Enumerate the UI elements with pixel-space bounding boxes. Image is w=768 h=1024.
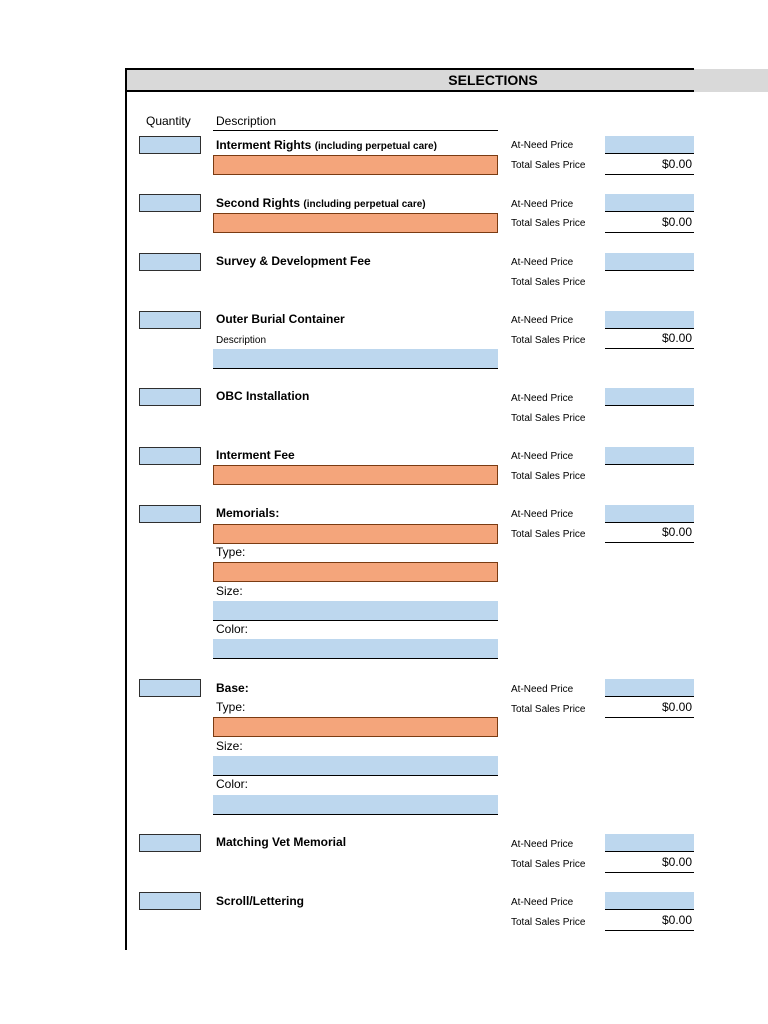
at-need-price-input-memorials[interactable] [605,505,694,523]
total-underline [605,717,694,718]
base-color-label: Color: [216,777,249,791]
base-size-field[interactable] [213,756,498,776]
base-type-field[interactable] [213,717,498,737]
item-title-outer-burial-container: Outer Burial Container [216,312,345,326]
at-need-price-input-obc[interactable] [605,311,694,329]
base-type-label: Type: [216,700,246,714]
total-sales-price-value: $0.00 [661,331,692,345]
at-need-price-input-survey-fee[interactable] [605,253,694,271]
memorials-color-field[interactable] [213,639,498,659]
base-color-field[interactable] [213,795,498,815]
item-title-interment-rights [216,138,437,152]
at-need-price-input-scroll-lettering[interactable] [605,892,694,910]
total-underline [605,872,694,873]
total-sales-price-label: Total Sales Price [511,160,586,171]
quantity-input-interment-fee[interactable] [139,447,201,465]
total-sales-price-label: Total Sales Price [511,277,586,288]
description-header-underline [213,130,498,131]
total-underline [605,174,694,175]
at-need-price-label: At-Need Price [511,684,574,695]
at-need-price-input-interment-rights[interactable] [605,136,694,154]
total-sales-price-value: $0.00 [661,700,692,714]
item-title-base: Base: [216,681,249,695]
total-sales-price-value: $0.00 [661,215,692,229]
at-need-price-input-interment-fee[interactable] [605,447,694,465]
item-title-memorials: Memorials: [216,506,280,520]
total-sales-price-label: Total Sales Price [511,917,586,928]
total-sales-price-label: Total Sales Price [511,704,586,715]
total-sales-price-value: $0.00 [661,913,692,927]
at-need-price-input-base[interactable] [605,679,694,697]
at-need-price-input-second-rights[interactable] [605,194,694,212]
item-title-survey-fee: Survey & Development Fee [216,254,371,268]
item-title-interment-fee: Interment Fee [216,448,295,462]
item-title-scroll-lettering: Scroll/Lettering [216,894,305,908]
item-title-matching-vet-memorial: Matching Vet Memorial [216,835,347,849]
total-underline [605,542,694,543]
quantity-input-memorials[interactable] [139,505,201,523]
quantity-input-scroll-lettering[interactable] [139,892,201,910]
quantity-input-survey-fee[interactable] [139,253,201,271]
item-subtitle: (including perpetual care) [314,141,437,152]
item-title-text: Interment Rights [216,138,312,152]
at-need-price-label: At-Need Price [511,451,574,462]
description-column-header: Description [216,114,277,128]
memorials-size-label: Size: [216,584,243,598]
memorials-field[interactable] [213,524,498,544]
total-underline [605,930,694,931]
at-need-price-label: At-Need Price [511,315,574,326]
quantity-input-base[interactable] [139,679,201,697]
base-size-label: Size: [216,739,243,753]
at-need-price-label: At-Need Price [511,199,574,210]
memorials-type-label: Type: [216,545,246,559]
at-need-price-input-matching-vet-memorial[interactable] [605,834,694,852]
total-sales-price-value: $0.00 [661,157,692,171]
quantity-input-outer-burial-container[interactable] [139,311,201,329]
quantity-input-matching-vet-memorial[interactable] [139,834,201,852]
at-need-price-label: At-Need Price [511,393,574,404]
obc-description-label: Description [216,335,267,346]
page-title: SELECTIONS [448,72,538,88]
quantity-input-interment-rights[interactable] [139,136,201,154]
at-need-price-label: At-Need Price [511,140,574,151]
obc-description-field[interactable] [213,349,498,369]
total-sales-price-label: Total Sales Price [511,471,586,482]
total-underline [605,348,694,349]
at-need-price-input-obc-installation[interactable] [605,388,694,406]
total-sales-price-value: $0.00 [661,525,692,539]
total-underline [605,232,694,233]
frame-left-border [125,68,127,950]
item-title-text: Second Rights [216,196,301,210]
total-sales-price-value: $0.00 [661,855,692,869]
at-need-price-label: At-Need Price [511,897,574,908]
at-need-price-label: At-Need Price [511,839,574,850]
total-sales-price-label: Total Sales Price [511,218,586,229]
item-title-obc-installation: OBC Installation [216,389,310,403]
memorials-type-field[interactable] [213,562,498,582]
item-subtitle: (including perpetual care) [303,199,426,210]
memorials-color-label: Color: [216,622,249,636]
item-title-second-rights [216,196,426,210]
interment-fee-field[interactable] [213,465,498,485]
quantity-input-second-rights[interactable] [139,194,201,212]
interment-rights-field[interactable] [213,155,498,175]
total-sales-price-label: Total Sales Price [511,859,586,870]
total-sales-price-label: Total Sales Price [511,529,586,540]
total-sales-price-label: Total Sales Price [511,335,586,346]
at-need-price-label: At-Need Price [511,257,574,268]
memorials-size-field[interactable] [213,601,498,621]
quantity-column-header: Quantity [146,114,191,128]
second-rights-field[interactable] [213,213,498,233]
total-sales-price-label: Total Sales Price [511,413,586,424]
at-need-price-label: At-Need Price [511,509,574,520]
quantity-input-obc-installation[interactable] [139,388,201,406]
